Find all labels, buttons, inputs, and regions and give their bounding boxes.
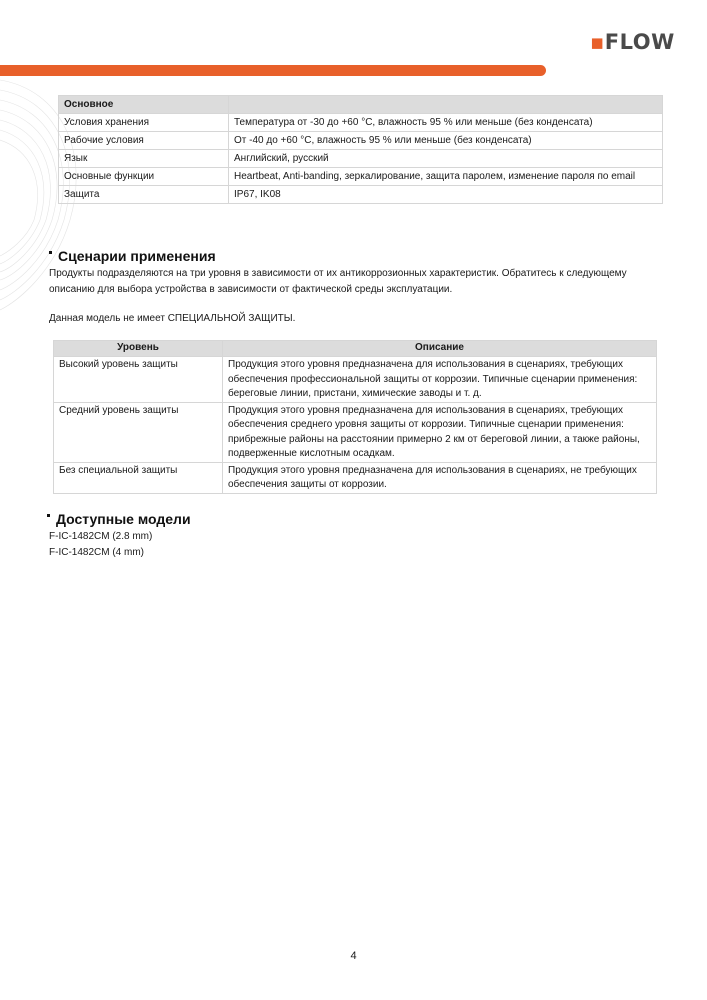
spec-label: Основные функции bbox=[59, 168, 229, 186]
table-row bbox=[59, 168, 663, 186]
section-title-text: Доступные модели bbox=[56, 511, 191, 527]
column-header-level: Уровень bbox=[54, 341, 223, 357]
page-number: 4 bbox=[350, 950, 357, 962]
description-cell: Продукция этого уровня предназначена для использования в сценариях, требующих обеспечения среднего уровня защиты от коррозии. Типичные сценарии применения: прибрежные районы на расстоянии примерно 2 км от береговой линии, а также районы, подверженные кислотным осадкам. bbox=[223, 402, 657, 462]
table-header-row bbox=[54, 341, 657, 357]
spec-value: Английский, русский bbox=[229, 150, 663, 168]
brand-logo bbox=[590, 30, 680, 54]
description-cell: Продукция этого уровня предназначена для использования в сценариях, не требующих обеспечения защиты от коррозии. bbox=[223, 462, 657, 493]
protection-level-table bbox=[53, 340, 657, 494]
table-row bbox=[59, 150, 663, 168]
bullet-square-icon bbox=[47, 514, 50, 517]
spec-value: Температура от -30 до +60 °C, влажность 95 % или меньше (без конденсата) bbox=[229, 114, 663, 132]
level-cell: Без специальной защиты bbox=[54, 462, 223, 493]
logo-text: FLOW bbox=[604, 30, 675, 54]
spec-value: От -40 до +60 °C, влажность 95 % или меньше (без конденсата) bbox=[229, 132, 663, 150]
spec-label: Защита bbox=[59, 186, 229, 204]
spec-table bbox=[58, 95, 663, 204]
table-row bbox=[54, 357, 657, 403]
table-row bbox=[54, 402, 657, 462]
section-title-text: Сценарии применения bbox=[58, 248, 216, 264]
spec-section-label: Основное bbox=[59, 96, 229, 114]
level-cell: Высокий уровень защиты bbox=[54, 357, 223, 403]
spec-section-empty bbox=[229, 96, 663, 114]
spec-value: IP67, IK08 bbox=[229, 186, 663, 204]
table-row bbox=[54, 462, 657, 493]
scenarios-note: Данная модель не имеет СПЕЦИАЛЬНОЙ ЗАЩИТЫ. bbox=[49, 313, 296, 324]
table-row bbox=[59, 114, 663, 132]
logo-accent: ▪ bbox=[590, 30, 605, 54]
spec-table-header-row bbox=[59, 96, 663, 114]
list-item: F-IC-1482CM (4 mm) bbox=[49, 547, 145, 558]
level-cell: Средний уровень защиты bbox=[54, 402, 223, 462]
spec-label: Условия хранения bbox=[59, 114, 229, 132]
column-header-description: Описание bbox=[223, 341, 657, 357]
table-row bbox=[59, 132, 663, 150]
table-row bbox=[59, 186, 663, 204]
list-item: F-IC-1482CM (2.8 mm) bbox=[49, 531, 153, 542]
section-title-scenarios bbox=[49, 247, 216, 265]
models-list bbox=[49, 529, 152, 561]
bullet-square-icon bbox=[49, 251, 52, 254]
spec-label: Рабочие условия bbox=[59, 132, 229, 150]
description-cell: Продукция этого уровня предназначена для использования в сценариях, требующих обеспечения профессиональной защиты от коррозии. Типичные сценарии применения: береговые линии, пристани, химические заводы и т. д. bbox=[223, 357, 657, 403]
scenarios-intro: Продукты подразделяются на три уровня в зависимости от их антикоррозионных характеристик. Обратитесь к следующему описанию для выбора устройства в зависимости от фактической среды эксплуатации. bbox=[49, 268, 627, 295]
header-accent-bar bbox=[0, 65, 546, 76]
section-title-models bbox=[47, 510, 191, 528]
spec-label: Язык bbox=[59, 150, 229, 168]
spec-value: Heartbeat, Anti-banding, зеркалирование, защита паролем, изменение пароля по email bbox=[229, 168, 663, 186]
